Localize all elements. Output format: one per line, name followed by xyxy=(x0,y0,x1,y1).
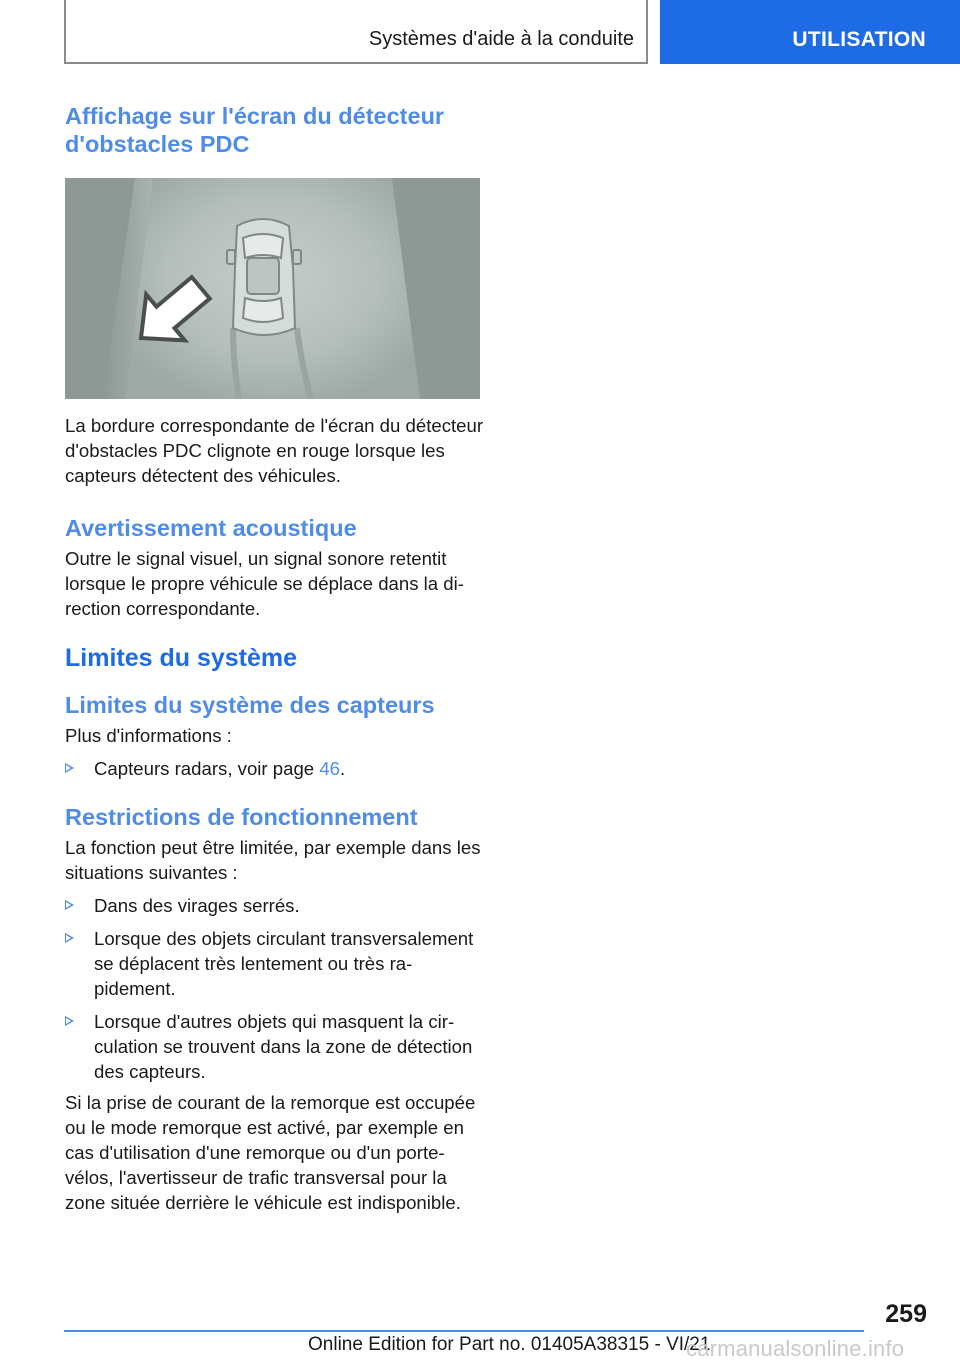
restrictions-list xyxy=(65,893,485,1084)
heading-pdc-display: Affichage sur l'écran du détecteur d'obstacles PDC xyxy=(65,103,445,157)
bullet-triangle-icon xyxy=(65,900,74,910)
list-item: Dans des virages serrés. xyxy=(65,893,485,918)
heading-sensor-limits: Limites du système des capteurs xyxy=(65,692,435,718)
page-link[interactable]: 46 xyxy=(319,758,340,779)
sensor-item-text: Capteurs radars, voir page xyxy=(94,758,320,779)
paragraph-restrictions: La fonction peut être limitée, par exemple dans les situations suivantes : xyxy=(65,837,481,883)
header-section-box xyxy=(64,0,648,64)
heading-system-limits: Limites du système xyxy=(65,644,298,672)
main-column xyxy=(65,102,485,1215)
paragraph-trailer: Si la prise de courant de la remorque est occupée ou le mode remorque est activé, par exemple en cas d'utilisation d'une remorque ou d'un porte-vélos, l'avertisseur de trafic transversal pour la zone située derrière le véhicule est indisponible. xyxy=(65,1092,476,1213)
list-item xyxy=(65,756,485,781)
sensor-item-end: . xyxy=(340,758,346,779)
header-section-title: Systèmes d'aide à la conduite xyxy=(368,28,634,50)
list-item: Lorsque des objets circulant transversalement se déplacent très lentement ou très rapidement. xyxy=(65,926,485,1001)
paragraph-acoustic: Outre le signal visuel, un signal sonore retentit lorsque le propre véhicule se déplace dans la direction correspondante. xyxy=(65,548,464,619)
bullet-triangle-icon xyxy=(65,933,74,943)
heading-restrictions: Restrictions de fonctionnement xyxy=(65,804,418,830)
page-number: 259 xyxy=(885,1300,927,1328)
footer-divider xyxy=(64,1330,864,1332)
heading-acoustic-warning: Avertissement acoustique xyxy=(65,515,357,541)
header-tab-label: UTILISATION xyxy=(792,28,926,51)
list-item: Lorsque d'autres objets qui masquent la circulation se trouvent dans la zone de détection des capteurs. xyxy=(65,1009,485,1084)
paragraph-more-info: Plus d'informations : xyxy=(65,725,232,746)
bullet-triangle-icon xyxy=(65,1016,74,1026)
header-chapter-tab[interactable] xyxy=(660,0,960,64)
paragraph-pdc: La bordure correspondante de l'écran du détecteur d'obstacles PDC clignote en rouge lorsque les capteurs détectent des véhicules. xyxy=(65,415,484,486)
bullet-triangle-icon xyxy=(65,763,74,773)
watermark: carmanualsonline.info xyxy=(686,1336,905,1361)
sensor-limits-list xyxy=(65,756,485,781)
pdc-vehicle-arrow-illustration-icon xyxy=(65,178,480,399)
footer-edition-text: Online Edition for Part no. 01405A38315 - VI/21 xyxy=(308,1334,711,1355)
pdc-illustration xyxy=(65,178,480,399)
